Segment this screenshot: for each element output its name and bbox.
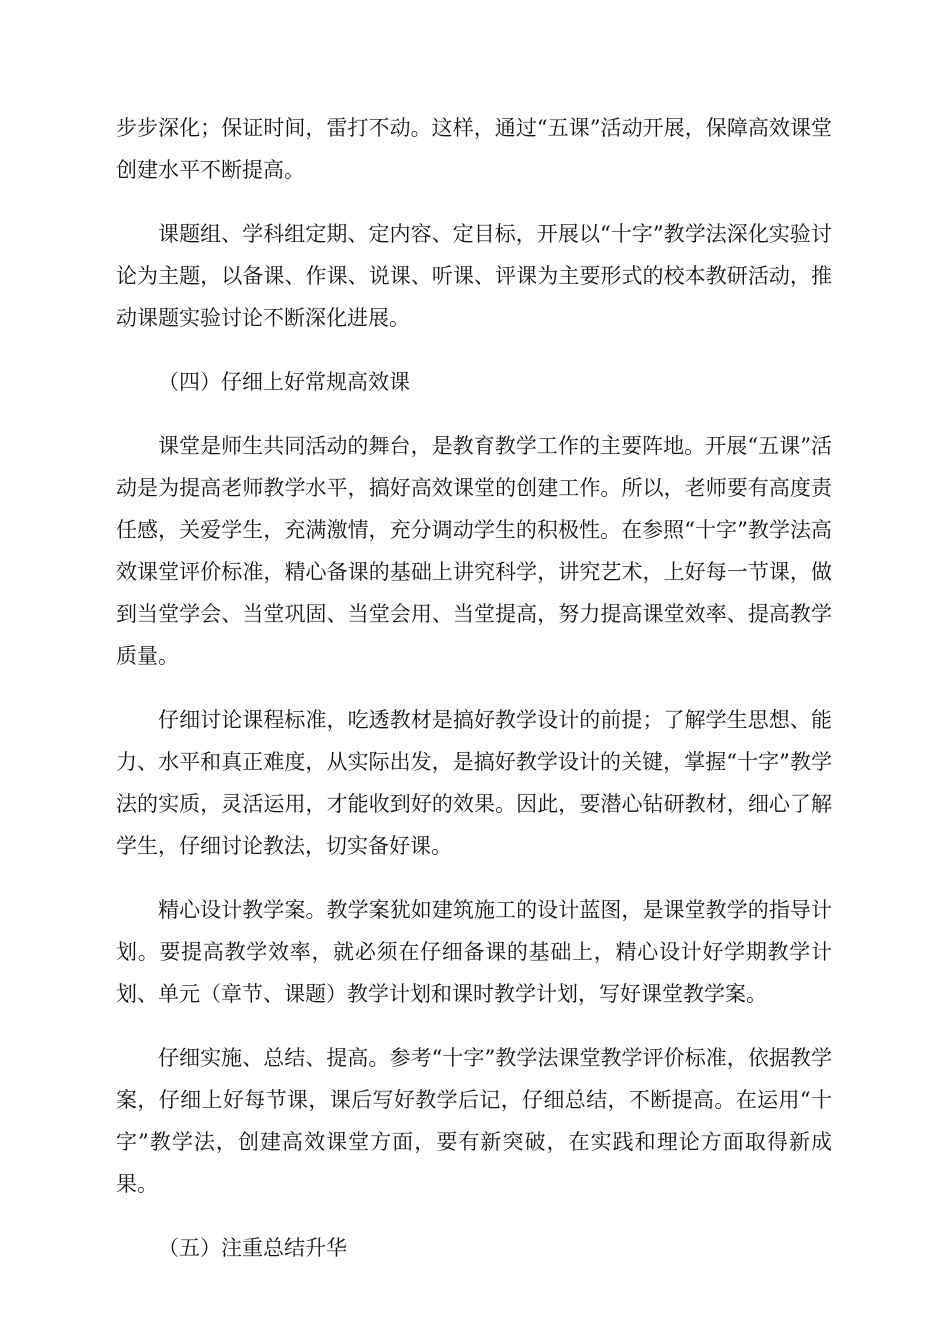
paragraph-continued: 步步深化；保证时间，雷打不动。这样，通过“五课”活动开展，保障高效课堂创建水平不断提高。 [116, 116, 832, 182]
paragraph: 仔细实施、总结、提高。参考“十字”教学法课堂教学评价标准，依据教学案，仔细上好每节课，课后写好教学后记，仔细总结，不断提高。在运用“十字”教学法，创建高效课堂方面，要有新突破，在实践和理论方面取得新成果。 [116, 1046, 832, 1196]
paragraph: 课题组、学科组定期、定内容、定目标，开展以“十字”教学法深化实验讨论为主题，以备课、作课、说课、听课、评课为主要形式的校本教研活动，推动课题实验讨论不断深化进展。 [116, 222, 832, 330]
paragraph: 仔细讨论课程标准，吃透教材是搞好教学设计的前提；了解学生思想、能力、水平和真正难度，从实际出发，是搞好教学设计的关键，掌握“十字”教学法的实质，灵活运用，才能收到好的效果。因此，要潜心钻研教材，细心了解学生，仔细讨论教法，切实备好课。 [116, 708, 832, 858]
paragraph: 课堂是师生共同活动的舞台，是教育教学工作的主要阵地。开展“五课”活动是为提高老师教学水平，搞好高效课堂的创建工作。所以，老师要有高度责任感，关爱学生，充满激情，充分调动学生的积极性。在参照“十字”教学法高效课堂评价标准，精心备课的基础上讲究科学，讲究艺术，上好每一节课，做到当堂学会、当堂巩固、当堂会用、当堂提高，努力提高课堂效率、提高教学质量。 [116, 434, 832, 668]
document-body [116, 107, 832, 1291]
section-heading: （四）仔细上好常规高效课 [158, 370, 410, 394]
paragraph: 精心设计教学案。教学案犹如建筑施工的设计蓝图，是课堂教学的指导计划。要提高教学效率，就必须在仔细备课的基础上，精心设计好学期教学计划、单元（章节、课题）教学计划和课时教学计划，写好课堂教学案。 [116, 898, 832, 1006]
section-heading: （五）注重总结升华 [158, 1236, 347, 1260]
